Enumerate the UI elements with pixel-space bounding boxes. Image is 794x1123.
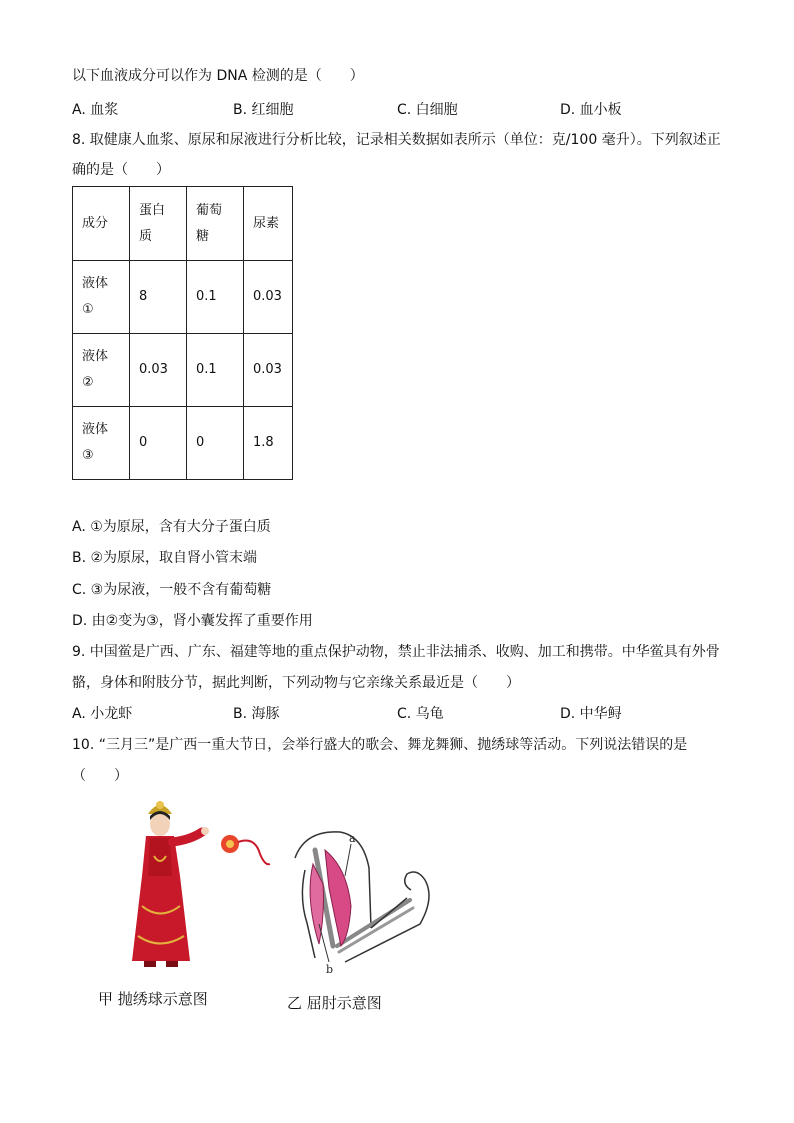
headdress-ornament xyxy=(156,801,164,809)
q8-option-d: D. 由②变为③，肾小囊发挥了重要作用 xyxy=(72,613,313,629)
table-cell: 0.1 xyxy=(187,334,244,407)
q7-option-d: D. 血小板 xyxy=(560,102,622,118)
q8-option-b: B. ②为原尿，取自肾小管末端 xyxy=(72,550,258,566)
figure-jia-caption: 甲 抛绣球示意图 xyxy=(98,990,208,1008)
row-label: 液体 ① xyxy=(73,261,130,334)
q9-option-b: B. 海豚 xyxy=(233,706,280,722)
forearm-outline xyxy=(345,872,429,962)
header-cell: 成分 xyxy=(73,187,130,261)
q9-stem-line2: 骼，身体和附肢分节，据此判断，下列动物与它亲缘关系最近是（ ） xyxy=(72,675,520,691)
label-a: a xyxy=(349,832,356,845)
figure-yi-caption: 乙 屈肘示意图 xyxy=(287,994,382,1012)
table-row xyxy=(73,407,293,480)
table-cell: 8 xyxy=(130,261,187,334)
q8-data-table xyxy=(72,186,293,480)
q7-stem: 以下血液成分可以作为 DNA 检测的是（ ） xyxy=(72,68,364,84)
q8-option-c: C. ③为尿液，一般不含有葡萄糖 xyxy=(72,582,272,598)
arm-shape xyxy=(172,832,202,842)
header-cell: 蛋白 质 xyxy=(130,187,187,261)
q9-option-a: A. 小龙虾 xyxy=(72,706,133,722)
label-b: b xyxy=(326,963,334,976)
shoe-shape xyxy=(166,961,178,967)
ribbon-shape xyxy=(238,841,270,865)
header-cell: 葡萄 糖 xyxy=(187,187,244,261)
shoe-shape xyxy=(144,961,156,967)
q9-option-d: D. 中华鲟 xyxy=(560,706,622,722)
table-row xyxy=(73,334,293,407)
figure-yi-elbow-flexion xyxy=(285,828,445,978)
table-cell: 0 xyxy=(187,407,244,480)
q9-stem-line1: 9. 中国鲎是广西、广东、福建等地的重点保护动物，禁止非法捕杀、收购、加工和携带。中华鲎具有外骨 xyxy=(72,644,720,660)
table-row xyxy=(73,261,293,334)
table-cell: 0.1 xyxy=(187,261,244,334)
table-cell: 0 xyxy=(130,407,187,480)
q8-stem-line1: 8. 取健康人血浆、原尿和尿液进行分析比较，记录相关数据如表所示（单位：克/100 毫升）。下列叙述正 xyxy=(72,132,721,148)
table-header-row xyxy=(73,187,293,261)
q7-option-a: A. 血浆 xyxy=(72,102,119,118)
table-cell: 0.03 xyxy=(244,261,293,334)
q10-stem-line2: （ ） xyxy=(72,768,128,784)
table-cell: 0.03 xyxy=(244,334,293,407)
q7-option-c: C. 白细胞 xyxy=(397,102,458,118)
header-cell: 尿素 xyxy=(244,187,293,261)
q7-option-b: B. 红细胞 xyxy=(233,102,294,118)
table-cell: 1.8 xyxy=(244,407,293,480)
hand-shape xyxy=(201,827,209,835)
q10-stem-line1: 10. “三月三”是广西一重大节日，会举行盛大的歌会、舞龙舞狮、抛绣球等活动。下列说法错误的是 xyxy=(72,737,688,753)
table-cell: 0.03 xyxy=(130,334,187,407)
q8-option-a: A. ①为原尿，含有大分子蛋白质 xyxy=(72,519,271,535)
row-label: 液体 ② xyxy=(73,334,130,407)
row-label: 液体 ③ xyxy=(73,407,130,480)
ball-center xyxy=(226,840,234,848)
label-a-leader xyxy=(345,844,351,876)
q8-stem-line2: 确的是（ ） xyxy=(72,162,170,178)
q9-option-c: C. 乌龟 xyxy=(397,706,444,722)
figure-jia-ball-throwing xyxy=(120,796,280,980)
